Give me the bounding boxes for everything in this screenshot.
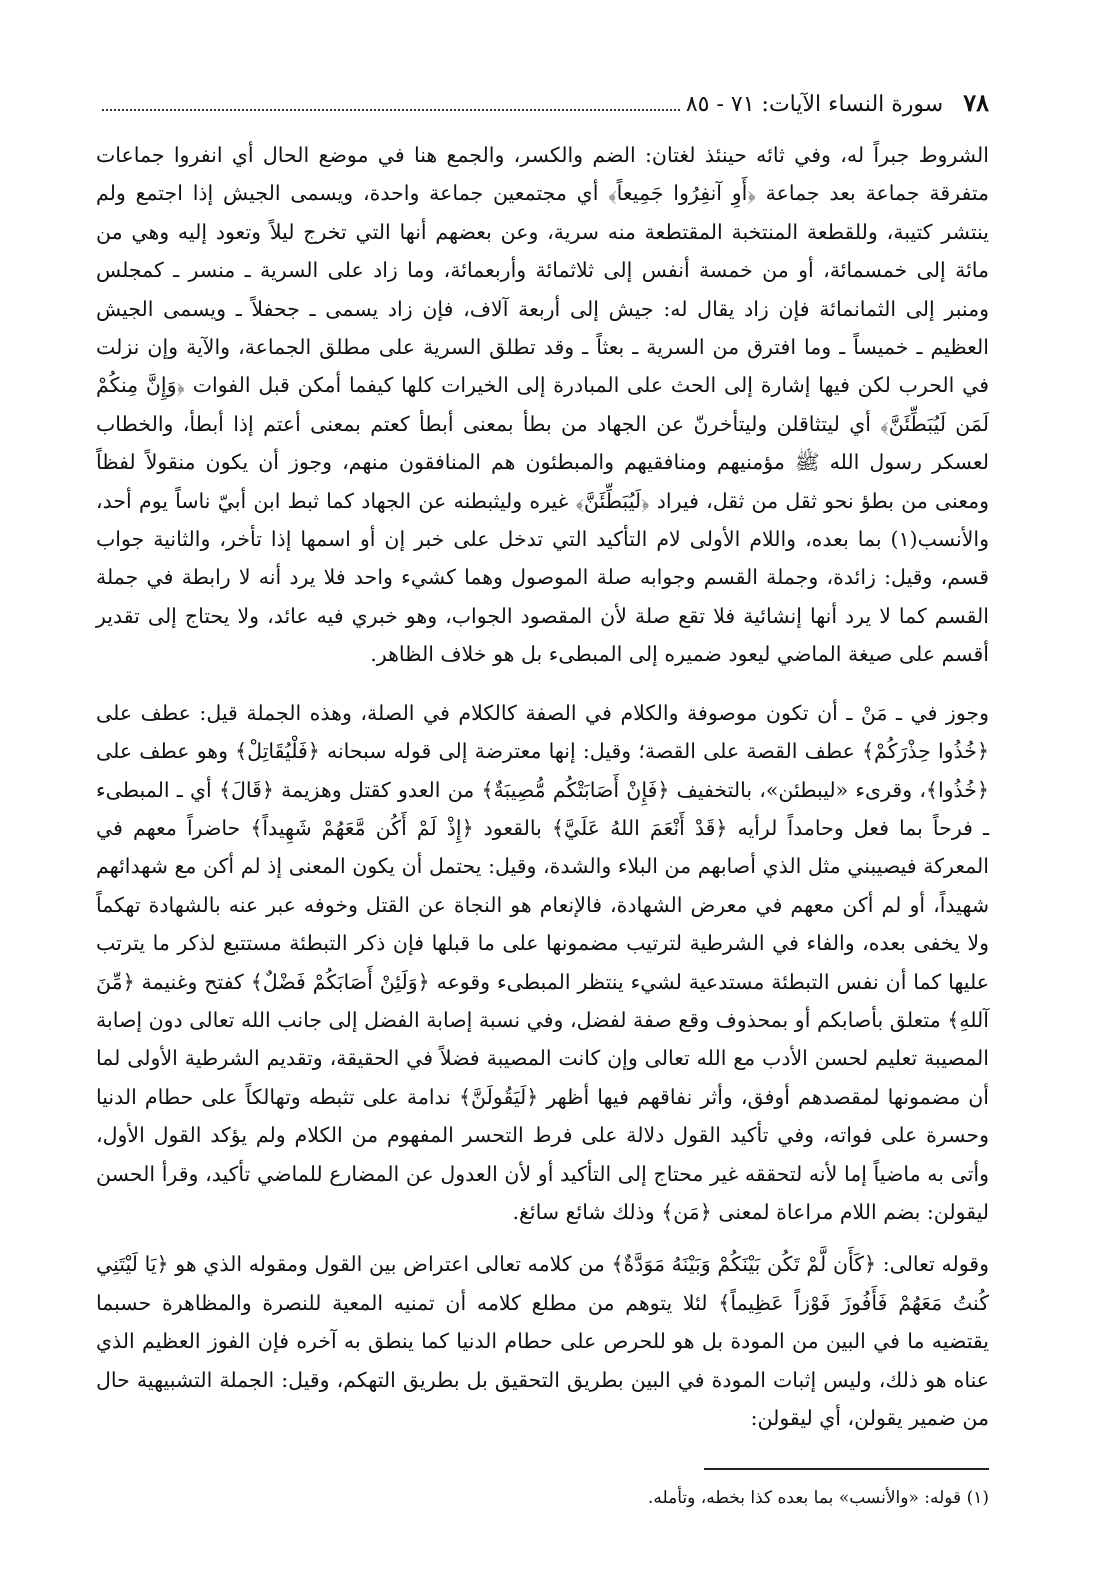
- page-number: ٧٨: [963, 88, 989, 117]
- running-title: سورة النساء الآيات: ٧١ - ٨٥: [685, 92, 944, 117]
- footnote-separator: [704, 1468, 989, 1470]
- footnote: (١) قوله: «والأنسب» بما بعده كذا بخطه، وتأمله.: [647, 1488, 989, 1508]
- leader-dots: [102, 95, 680, 111]
- paragraph: وقوله تعالى: ﴿كَأَن لَّمْ تَكُن بَيْنَكُمْ وَبَيْنَهُ مَوَدَّةٌ﴾ من كلامه تعالى اعتراض بين القول ومقوله الذي هو ﴿يَا لَيْتَنِي كُنتُ مَعَهُمْ فَأَفُوزَ فَوْزاً عَظِيماً﴾ لئلا يتوهم من مطلع كلامه أن تمنيه المعية للنصرة والمظاهرة حسبما يقتضيه ما في البين من المودة بل هو للحرص على حطام الدنيا كما ينطق به آخره فإن الفوز العظيم الذي عناه هو ذلك، وليس إثبات المودة في البين بطريق التحقيق بل بطريق التهكم، وقيل: الجملة التشبيهية حال من ضمير يقولن، أي ليقولن:: [96, 1252, 989, 1430]
- paragraph: وجوز في ـ مَنْ ـ أن تكون موصوفة والكلام في الصفة كالكلام في الصلة، وهذه الجملة قيل: عطف على ﴿خُذُوا حِذْرَكُمْ﴾ عطف القصة على القصة؛ وقيل: إنها معترضة إلى قوله سبحانه ﴿فَلْيُقَاتِلْ﴾ وهو عطف على ﴿خُذُوا﴾، وقرىء «ليبطئن»، بالتخفيف ﴿فَإِنْ أَصَابَتْكُم مُّصِيبَةٌ﴾ من العدو كقتل وهزيمة ﴿قَالَ﴾ أي ـ المبطىء ـ فرحاً بما فعل وحامداً لرأيه ﴿قَدْ أَنْعَمَ اللهُ عَلَيَّ﴾ بالقعود ﴿إِذْ لَمْ أَكُن مَّعَهُمْ شَهِيداً﴾ حاضراً معهم في المعركة فيصيبني مثل الذي أصابهم من البلاء والشدة، وقيل: يحتمل أن يكون المعنى إذ لم أكن مع شهدائهم شهيداً، أو لم أكن معهم في معرض الشهادة، فالإنعام هو النجاة عن القتل وخوفه عبر عنه بالشهادة تهكماً ولا يخفى بعده، والفاء في الشرطية لترتيب مضمونها على ما قبلها فإن ذكر التبطئة مستتبع لذكر ما يترتب عليها كما أن نفس التبطئة مستدعية لشيء ينتظر المبطىء وقوعه ﴿وَلَئِنْ أَصَابَكُمْ فَضْلٌ﴾ كفتح وغنيمة ﴿مِّنَ آللهِ﴾ متعلق بأصابكم أو بمحذوف وقع صفة لفضل، وفي نسبة إصابة الفضل إلى جانب الله تعالى دون إصابة المصيبة تعليم لحسن الأدب مع الله تعالى وإن كانت المصيبة فضلاً في الحقيقة، وتقديم الشرطية الأولى لما أن مضمونها لمقصدهم أوفق، وأثر نفاقهم فيها أظهر ﴿لَيَقُولَنَّ﴾ ندامة على تثبطه وتهالكاً على حطام الدنيا وحسرة على فواته، وفي تأكيد القول دلالة على فرط التحسر المفهوم من الكلام ولم يؤكد القول الأول، وأتى به ماضياً إما لأنه لتحققه غير محتاج إلى التأكيد أو لأن العدول عن المضارع للماضي تأكيد، وقرأ الحسن ليقولن: بضم اللام مراعاة لمعنى ﴿مَن﴾ وذلك شائع سائغ.: [96, 700, 989, 1224]
- running-header: [96, 88, 989, 124]
- paragraph: الشروط جبراً له، وفي ثائه حينئذ لغتان: الضم والكسر، والجمع هنا في موضع الحال أي انفروا جماعات متفرقة جماعة بعد جماعة ﴿أَوِ آنفِرُوا جَمِيعاً﴾ أي مجتمعين جماعة واحدة، ويسمى الجيش إذا اجتمع ولم ينتشر كتيبة، وللقطعة المنتخبة المقتطعة منه سرية، وعن بعضهم أنها التي تخرج ليلاً وتعود إليه وهي من مائة إلى خمسمائة، أو من خمسة أنفس إلى ثلاثمائة وأربعمائة، وما زاد على السرية ـ منسر ـ كمجلس ومنبر إلى الثمانمائة فإن زاد يقال له: جيش إلى أربعة آلاف، فإن زاد يسمى ـ جحفلاً ـ ويسمى الجيش العظيم ـ خميساً ـ وما افترق من السرية ـ بعثاً ـ وقد تطلق السرية على مطلق الجماعة، والآية وإن نزلت في الحرب لكن فيها إشارة إلى الحث على المبادرة إلى الخيرات كلها كيفما أمكن قبل الفوات ﴿وَإِنَّ مِنكُمْ لَمَن لَيُبَطِّئَنَّ﴾ أي ليتثاقلن وليتأخرنّ عن الجهاد من بطأ بمعنى أبطأ كعتم بمعنى أعتم إذا أبطأ، والخطاب لعسكر رسول الله ﷺ مؤمنيهم ومنافقيهم والمبطئون هم المنافقون منهم، وجوز أن يكون منقولاً لفظاً ومعنى من بطؤ نحو ثقل من ثقل، فيراد ﴿لَيُبَطِّئَنَّ﴾ غيره وليثبطنه عن الجهاد كما ثبط ابن أبيّ ناساً يوم أحد، والأنسب(١) بما بعده، واللام الأولى لام التأكيد التي تدخل على خبر إن أو اسمها إذا تأخر، والثانية جواب قسم، وقيل: زائدة، وجملة القسم وجوابه صلة الموصول وهما كشيء واحد فلا يرد أنه لا رابطة في جملة القسم كما لا يرد أنها إنشائية فلا تقع صلة لأن المقصود الجواب، وهو خبري فيه عائد، ولا يحتاج إلى تقدير أقسم على صيغة الماضي ليعود ضميره إلى المبطىء بل هو خلاف الظاهر.: [96, 143, 989, 667]
- main-text: [96, 136, 989, 1437]
